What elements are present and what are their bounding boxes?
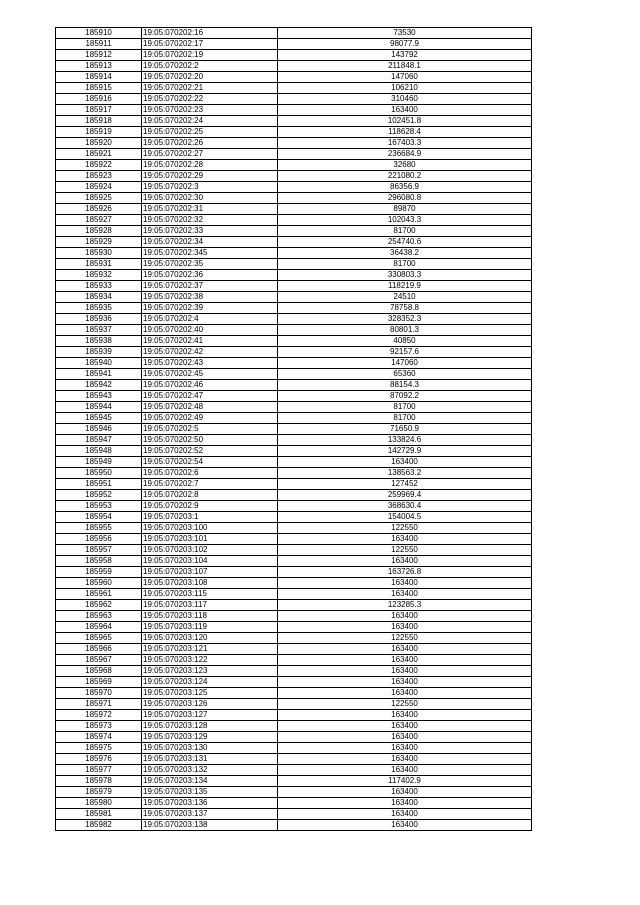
row-id-cell: 185953 — [56, 501, 142, 512]
value-cell: 40850 — [278, 336, 532, 347]
table-row — [56, 116, 532, 127]
row-id-cell: 185922 — [56, 160, 142, 171]
cadastral-number-cell: 19:05:070203:130 — [142, 743, 278, 754]
cadastral-number-cell: 19:05:070203:1 — [142, 512, 278, 523]
row-id-cell: 185969 — [56, 677, 142, 688]
row-id-cell: 185968 — [56, 666, 142, 677]
value-cell: 328352.3 — [278, 314, 532, 325]
table-row — [56, 754, 532, 765]
value-cell: 163400 — [278, 688, 532, 699]
value-cell: 163400 — [278, 655, 532, 666]
row-id-cell: 185930 — [56, 248, 142, 259]
cadastral-number-cell: 19:05:070202:45 — [142, 369, 278, 380]
cadastral-number-cell: 19:05:070202:4 — [142, 314, 278, 325]
value-cell: 24510 — [278, 292, 532, 303]
cadastral-number-cell: 19:05:070203:100 — [142, 523, 278, 534]
row-id-cell: 185957 — [56, 545, 142, 556]
table-row — [56, 611, 532, 622]
value-cell: 163400 — [278, 820, 532, 831]
value-cell: 163400 — [278, 809, 532, 820]
value-cell: 163400 — [278, 611, 532, 622]
cadastral-number-cell: 19:05:070203:128 — [142, 721, 278, 732]
table-row — [56, 457, 532, 468]
row-id-cell: 185943 — [56, 391, 142, 402]
cadastral-number-cell: 19:05:070202:38 — [142, 292, 278, 303]
cadastral-number-cell: 19:05:070202:8 — [142, 490, 278, 501]
cadastral-number-cell: 19:05:070203:104 — [142, 556, 278, 567]
value-cell: 122550 — [278, 633, 532, 644]
row-id-cell: 185972 — [56, 710, 142, 721]
table-row — [56, 215, 532, 226]
row-id-cell: 185921 — [56, 149, 142, 160]
cadastral-number-cell: 19:05:070203:134 — [142, 776, 278, 787]
value-cell: 163400 — [278, 534, 532, 545]
row-id-cell: 185927 — [56, 215, 142, 226]
value-cell: 167403.3 — [278, 138, 532, 149]
table-row — [56, 281, 532, 292]
table-row — [56, 171, 532, 182]
table-row — [56, 39, 532, 50]
cadastral-number-cell: 19:05:070202:21 — [142, 83, 278, 94]
row-id-cell: 185942 — [56, 380, 142, 391]
value-cell: 71650.9 — [278, 424, 532, 435]
cadastral-number-cell: 19:05:070203:120 — [142, 633, 278, 644]
value-cell: 163400 — [278, 622, 532, 633]
row-id-cell: 185925 — [56, 193, 142, 204]
row-id-cell: 185936 — [56, 314, 142, 325]
cadastral-number-cell: 19:05:070202:26 — [142, 138, 278, 149]
table-row — [56, 325, 532, 336]
value-cell: 138563.2 — [278, 468, 532, 479]
table-row — [56, 710, 532, 721]
table-row — [56, 193, 532, 204]
cadastral-number-cell: 19:05:070202:40 — [142, 325, 278, 336]
value-cell: 117402.9 — [278, 776, 532, 787]
row-id-cell: 185935 — [56, 303, 142, 314]
row-id-cell: 185926 — [56, 204, 142, 215]
cadastral-number-cell: 19:05:070202:49 — [142, 413, 278, 424]
row-id-cell: 185966 — [56, 644, 142, 655]
value-cell: 163400 — [278, 732, 532, 743]
table-row — [56, 435, 532, 446]
value-cell: 87092.2 — [278, 391, 532, 402]
value-cell: 106210 — [278, 83, 532, 94]
table-row — [56, 369, 532, 380]
cadastral-number-cell: 19:05:070202:50 — [142, 435, 278, 446]
table-row — [56, 391, 532, 402]
table-row — [56, 105, 532, 116]
table-row — [56, 721, 532, 732]
cadastral-number-cell: 19:05:070202:25 — [142, 127, 278, 138]
value-cell: 65360 — [278, 369, 532, 380]
table-row — [56, 479, 532, 490]
table-row — [56, 644, 532, 655]
row-id-cell: 185919 — [56, 127, 142, 138]
value-cell: 163400 — [278, 589, 532, 600]
row-id-cell: 185934 — [56, 292, 142, 303]
table-row — [56, 633, 532, 644]
value-cell: 133824.6 — [278, 435, 532, 446]
table-row — [56, 589, 532, 600]
table-row — [56, 402, 532, 413]
row-id-cell: 185951 — [56, 479, 142, 490]
table-row — [56, 72, 532, 83]
row-id-cell: 185956 — [56, 534, 142, 545]
row-id-cell: 185924 — [56, 182, 142, 193]
row-id-cell: 185960 — [56, 578, 142, 589]
row-id-cell: 185945 — [56, 413, 142, 424]
cadastral-number-cell: 19:05:070203:126 — [142, 699, 278, 710]
cadastral-number-cell: 19:05:070203:122 — [142, 655, 278, 666]
row-id-cell: 185928 — [56, 226, 142, 237]
cadastral-number-cell: 19:05:070202:3 — [142, 182, 278, 193]
value-cell: 368630.4 — [278, 501, 532, 512]
value-cell: 296080.8 — [278, 193, 532, 204]
row-id-cell: 185932 — [56, 270, 142, 281]
cadastral-number-cell: 19:05:070202:27 — [142, 149, 278, 160]
row-id-cell: 185938 — [56, 336, 142, 347]
table-row — [56, 336, 532, 347]
value-cell: 118219.9 — [278, 281, 532, 292]
table-row — [56, 446, 532, 457]
value-cell: 163400 — [278, 677, 532, 688]
value-cell: 122550 — [278, 523, 532, 534]
row-id-cell: 185979 — [56, 787, 142, 798]
row-id-cell: 185950 — [56, 468, 142, 479]
row-id-cell: 185940 — [56, 358, 142, 369]
cadastral-number-cell: 19:05:070203:129 — [142, 732, 278, 743]
value-cell: 163400 — [278, 765, 532, 776]
data-table — [55, 27, 532, 831]
value-cell: 163400 — [278, 556, 532, 567]
table-row — [56, 622, 532, 633]
value-cell: 142729.9 — [278, 446, 532, 457]
table-row — [56, 138, 532, 149]
row-id-cell: 185914 — [56, 72, 142, 83]
table-row — [56, 534, 532, 545]
row-id-cell: 185920 — [56, 138, 142, 149]
row-id-cell: 185915 — [56, 83, 142, 94]
cadastral-number-cell: 19:05:070203:132 — [142, 765, 278, 776]
cadastral-number-cell: 19:05:070203:107 — [142, 567, 278, 578]
row-id-cell: 185958 — [56, 556, 142, 567]
table-row — [56, 743, 532, 754]
row-id-cell: 185941 — [56, 369, 142, 380]
value-cell: 73530 — [278, 28, 532, 39]
table-row — [56, 666, 532, 677]
value-cell: 81700 — [278, 413, 532, 424]
table-row — [56, 182, 532, 193]
cadastral-number-cell: 19:05:070203:131 — [142, 754, 278, 765]
value-cell: 236684.9 — [278, 149, 532, 160]
value-cell: 163400 — [278, 457, 532, 468]
cadastral-number-cell: 19:05:070202:34 — [142, 237, 278, 248]
cadastral-number-cell: 19:05:070202:31 — [142, 204, 278, 215]
value-cell: 102451.8 — [278, 116, 532, 127]
cadastral-number-cell: 19:05:070202:47 — [142, 391, 278, 402]
cadastral-number-cell: 19:05:070202:9 — [142, 501, 278, 512]
table-body — [56, 28, 532, 831]
table-row — [56, 303, 532, 314]
cadastral-number-cell: 19:05:070202:6 — [142, 468, 278, 479]
table-row — [56, 501, 532, 512]
row-id-cell: 185929 — [56, 237, 142, 248]
value-cell: 147060 — [278, 358, 532, 369]
table-row — [56, 523, 532, 534]
value-cell: 163726.8 — [278, 567, 532, 578]
cadastral-number-cell: 19:05:070202:23 — [142, 105, 278, 116]
cadastral-number-cell: 19:05:070202:345 — [142, 248, 278, 259]
row-id-cell: 185981 — [56, 809, 142, 820]
cadastral-number-cell: 19:05:070202:35 — [142, 259, 278, 270]
row-id-cell: 185963 — [56, 611, 142, 622]
value-cell: 127452 — [278, 479, 532, 490]
table-row — [56, 259, 532, 270]
value-cell: 89870 — [278, 204, 532, 215]
cadastral-number-cell: 19:05:070202:48 — [142, 402, 278, 413]
table-row — [56, 556, 532, 567]
table-row — [56, 270, 532, 281]
cadastral-number-cell: 19:05:070202:2 — [142, 61, 278, 72]
table-row — [56, 160, 532, 171]
value-cell: 78758.8 — [278, 303, 532, 314]
row-id-cell: 185955 — [56, 523, 142, 534]
table-row — [56, 424, 532, 435]
table-row — [56, 468, 532, 479]
row-id-cell: 185937 — [56, 325, 142, 336]
cadastral-number-cell: 19:05:070203:108 — [142, 578, 278, 589]
value-cell: 32680 — [278, 160, 532, 171]
table-row — [56, 204, 532, 215]
cadastral-number-cell: 19:05:070203:115 — [142, 589, 278, 600]
row-id-cell: 185952 — [56, 490, 142, 501]
value-cell: 211848.1 — [278, 61, 532, 72]
table-row — [56, 347, 532, 358]
cadastral-number-cell: 19:05:070202:32 — [142, 215, 278, 226]
value-cell: 254740.6 — [278, 237, 532, 248]
cadastral-number-cell: 19:05:070202:29 — [142, 171, 278, 182]
cadastral-number-cell: 19:05:070202:33 — [142, 226, 278, 237]
table-row — [56, 798, 532, 809]
table-row — [56, 28, 532, 39]
row-id-cell: 185974 — [56, 732, 142, 743]
table-row — [56, 820, 532, 831]
row-id-cell: 185931 — [56, 259, 142, 270]
table-row — [56, 358, 532, 369]
value-cell: 259969.4 — [278, 490, 532, 501]
value-cell: 163400 — [278, 666, 532, 677]
value-cell: 163400 — [278, 754, 532, 765]
value-cell: 163400 — [278, 710, 532, 721]
value-cell: 330803.3 — [278, 270, 532, 281]
row-id-cell: 185944 — [56, 402, 142, 413]
value-cell: 163400 — [278, 721, 532, 732]
table-row — [56, 314, 532, 325]
value-cell: 163400 — [278, 798, 532, 809]
table-row — [56, 787, 532, 798]
cadastral-number-cell: 19:05:070202:24 — [142, 116, 278, 127]
table-row — [56, 699, 532, 710]
table-row — [56, 677, 532, 688]
table-row — [56, 94, 532, 105]
row-id-cell: 185911 — [56, 39, 142, 50]
table-row — [56, 50, 532, 61]
value-cell: 36438.2 — [278, 248, 532, 259]
row-id-cell: 185976 — [56, 754, 142, 765]
row-id-cell: 185965 — [56, 633, 142, 644]
row-id-cell: 185912 — [56, 50, 142, 61]
value-cell: 92157.6 — [278, 347, 532, 358]
value-cell: 118628.4 — [278, 127, 532, 138]
table-row — [56, 226, 532, 237]
cadastral-number-cell: 19:05:070202:22 — [142, 94, 278, 105]
value-cell: 81700 — [278, 226, 532, 237]
value-cell: 81700 — [278, 402, 532, 413]
row-id-cell: 185910 — [56, 28, 142, 39]
cadastral-number-cell: 19:05:070202:19 — [142, 50, 278, 61]
table-row — [56, 688, 532, 699]
value-cell: 102043.3 — [278, 215, 532, 226]
cadastral-number-cell: 19:05:070202:7 — [142, 479, 278, 490]
value-cell: 80801.3 — [278, 325, 532, 336]
row-id-cell: 185964 — [56, 622, 142, 633]
cadastral-number-cell: 19:05:070203:117 — [142, 600, 278, 611]
table-row — [56, 127, 532, 138]
cadastral-number-cell: 19:05:070203:138 — [142, 820, 278, 831]
table-row — [56, 512, 532, 523]
cadastral-number-cell: 19:05:070202:28 — [142, 160, 278, 171]
row-id-cell: 185939 — [56, 347, 142, 358]
table-row — [56, 380, 532, 391]
row-id-cell: 185917 — [56, 105, 142, 116]
table-row — [56, 413, 532, 424]
value-cell: 122550 — [278, 545, 532, 556]
row-id-cell: 185933 — [56, 281, 142, 292]
row-id-cell: 185962 — [56, 600, 142, 611]
table-row — [56, 237, 532, 248]
table-row — [56, 248, 532, 259]
cadastral-number-cell: 19:05:070202:46 — [142, 380, 278, 391]
table-row — [56, 83, 532, 94]
cadastral-number-cell: 19:05:070203:102 — [142, 545, 278, 556]
cadastral-number-cell: 19:05:070203:127 — [142, 710, 278, 721]
cadastral-number-cell: 19:05:070202:36 — [142, 270, 278, 281]
cadastral-number-cell: 19:05:070202:17 — [142, 39, 278, 50]
table-row — [56, 149, 532, 160]
table-row — [56, 809, 532, 820]
cadastral-number-cell: 19:05:070202:41 — [142, 336, 278, 347]
value-cell: 147060 — [278, 72, 532, 83]
value-cell: 88154.3 — [278, 380, 532, 391]
row-id-cell: 185918 — [56, 116, 142, 127]
value-cell: 163400 — [278, 644, 532, 655]
cadastral-number-cell: 19:05:070202:20 — [142, 72, 278, 83]
table-row — [56, 61, 532, 72]
cadastral-number-cell: 19:05:070203:101 — [142, 534, 278, 545]
cadastral-number-cell: 19:05:070202:30 — [142, 193, 278, 204]
cadastral-number-cell: 19:05:070202:16 — [142, 28, 278, 39]
value-cell: 98077.9 — [278, 39, 532, 50]
value-cell: 143792 — [278, 50, 532, 61]
value-cell: 86356.9 — [278, 182, 532, 193]
table-row — [56, 732, 532, 743]
cadastral-number-cell: 19:05:070202:52 — [142, 446, 278, 457]
value-cell: 221080.2 — [278, 171, 532, 182]
cadastral-number-cell: 19:05:070202:42 — [142, 347, 278, 358]
value-cell: 154004.5 — [278, 512, 532, 523]
row-id-cell: 185961 — [56, 589, 142, 600]
table-row — [56, 490, 532, 501]
value-cell: 163400 — [278, 578, 532, 589]
value-cell: 310460 — [278, 94, 532, 105]
row-id-cell: 185973 — [56, 721, 142, 732]
table-row — [56, 765, 532, 776]
cadastral-number-cell: 19:05:070202:5 — [142, 424, 278, 435]
cadastral-number-cell: 19:05:070202:43 — [142, 358, 278, 369]
cadastral-number-cell: 19:05:070202:39 — [142, 303, 278, 314]
table-row — [56, 545, 532, 556]
table-row — [56, 776, 532, 787]
row-id-cell: 185954 — [56, 512, 142, 523]
value-cell: 163400 — [278, 105, 532, 116]
row-id-cell: 185978 — [56, 776, 142, 787]
row-id-cell: 185948 — [56, 446, 142, 457]
cadastral-number-cell: 19:05:070203:123 — [142, 666, 278, 677]
cadastral-number-cell: 19:05:070203:137 — [142, 809, 278, 820]
value-cell: 81700 — [278, 259, 532, 270]
table-row — [56, 600, 532, 611]
cadastral-number-cell: 19:05:070203:124 — [142, 677, 278, 688]
row-id-cell: 185970 — [56, 688, 142, 699]
cadastral-number-cell: 19:05:070203:136 — [142, 798, 278, 809]
row-id-cell: 185949 — [56, 457, 142, 468]
row-id-cell: 185980 — [56, 798, 142, 809]
value-cell: 163400 — [278, 743, 532, 754]
row-id-cell: 185913 — [56, 61, 142, 72]
row-id-cell: 185959 — [56, 567, 142, 578]
row-id-cell: 185982 — [56, 820, 142, 831]
row-id-cell: 185977 — [56, 765, 142, 776]
cadastral-number-cell: 19:05:070203:121 — [142, 644, 278, 655]
table-row — [56, 655, 532, 666]
value-cell: 122550 — [278, 699, 532, 710]
cadastral-number-cell: 19:05:070203:125 — [142, 688, 278, 699]
row-id-cell: 185967 — [56, 655, 142, 666]
row-id-cell: 185975 — [56, 743, 142, 754]
value-cell: 123285.3 — [278, 600, 532, 611]
row-id-cell: 185971 — [56, 699, 142, 710]
cadastral-number-cell: 19:05:070202:37 — [142, 281, 278, 292]
cadastral-number-cell: 19:05:070203:119 — [142, 622, 278, 633]
table-row — [56, 578, 532, 589]
row-id-cell: 185946 — [56, 424, 142, 435]
cadastral-number-cell: 19:05:070203:118 — [142, 611, 278, 622]
table-row — [56, 567, 532, 578]
row-id-cell: 185923 — [56, 171, 142, 182]
row-id-cell: 185916 — [56, 94, 142, 105]
cadastral-number-cell: 19:05:070203:135 — [142, 787, 278, 798]
cadastral-number-cell: 19:05:070202:54 — [142, 457, 278, 468]
value-cell: 163400 — [278, 787, 532, 798]
row-id-cell: 185947 — [56, 435, 142, 446]
table-row — [56, 292, 532, 303]
